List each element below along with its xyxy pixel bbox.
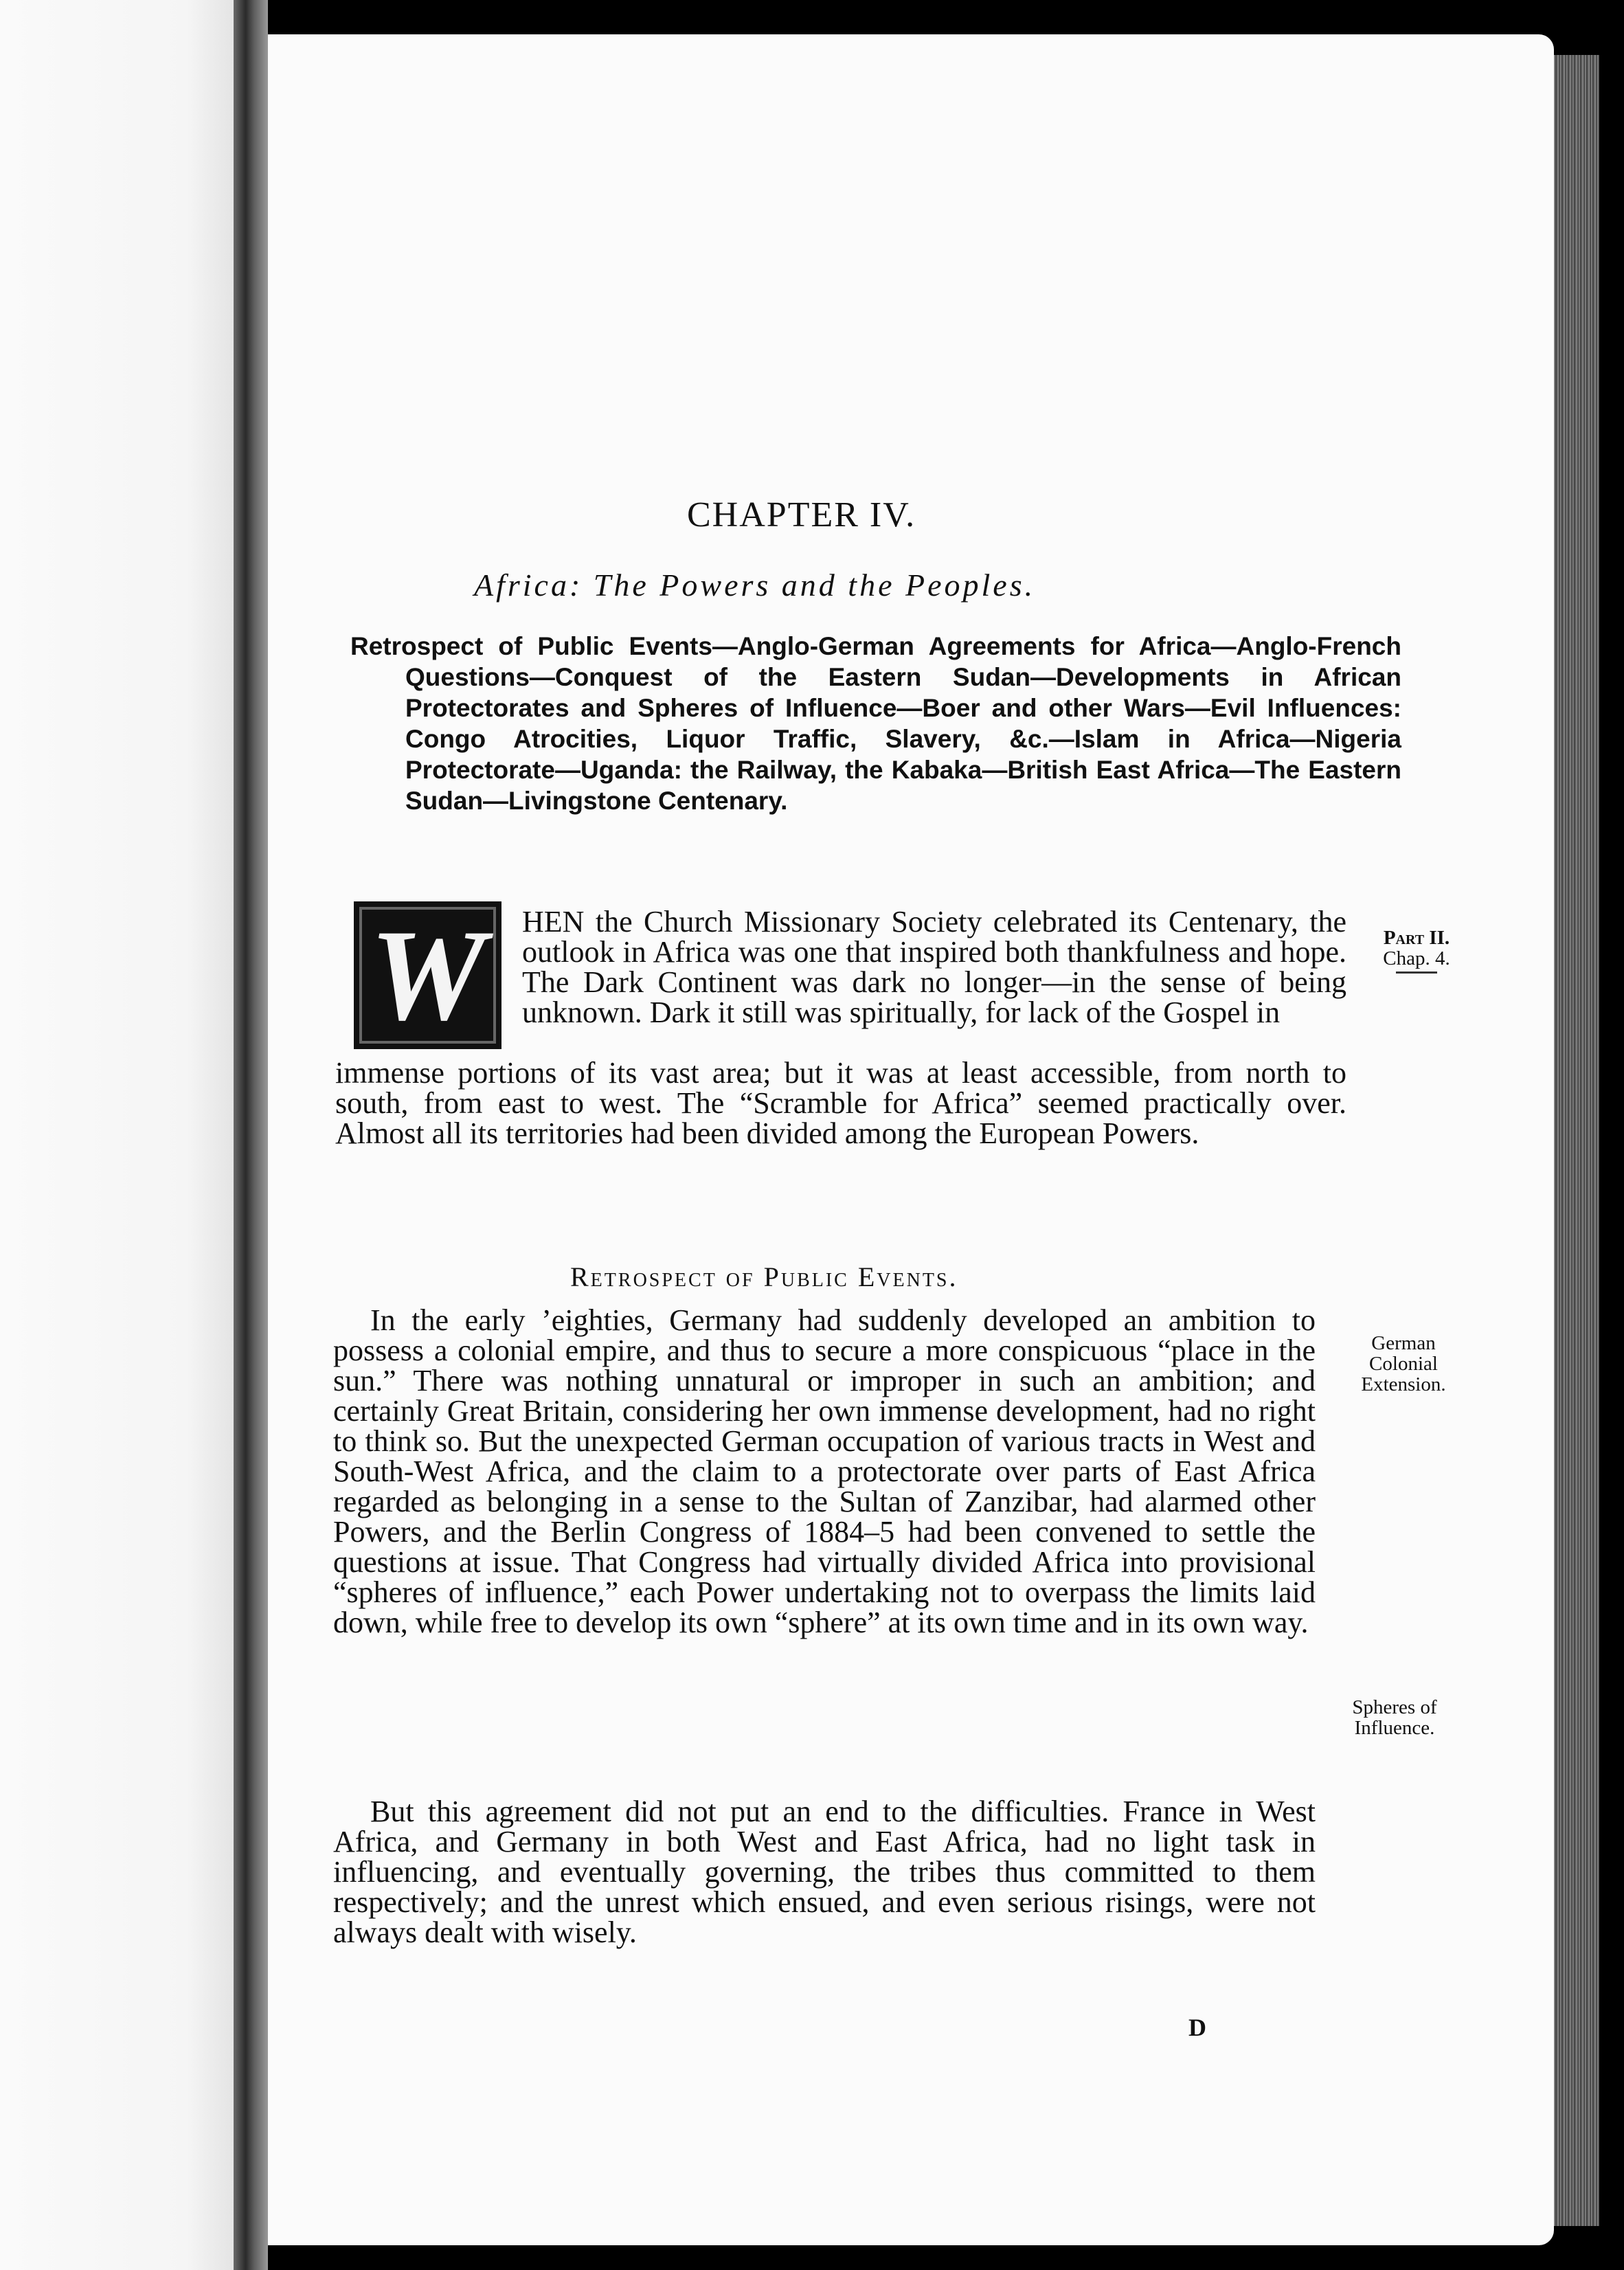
- page-edges: [1554, 55, 1599, 2226]
- margin-rule: [1396, 971, 1437, 974]
- margin-note-line: Part II.: [1383, 927, 1450, 949]
- margin-note-spheres-of-influence: [1319, 1697, 1470, 1738]
- drop-cap-letter: W: [370, 903, 486, 1048]
- margin-note-line: Chap. 4.: [1383, 947, 1450, 969]
- margin-note-part: [1348, 928, 1485, 974]
- chapter-synopsis: Retrospect of Public Events—Anglo-German Agreements for Africa—Anglo-French Questions—Conquest of the Eastern Sudan—Developments in African Protectorates and Spheres of Influence—Boer and other Wars—Evil Influences: Congo Atrocities, Liquor Traffic, Slavery, &c.—Islam in Africa—Nigeria Protectorate—Uganda: the Railway, the Kabaka—British East Africa—The Eastern Sudan—Livingstone Centenary.: [350, 632, 1401, 815]
- intro-paragraph-rest: immense portions of its vast area; but it was at least accessible, from north to south, from east to west. The “Scramble for Africa” seemed practically over. Almost all its territories had been divided among the European Powers.: [335, 1056, 1346, 1150]
- drop-cap-initial: [354, 901, 501, 1049]
- chapter-subtitle: Africa: The Powers and the Peoples.: [474, 568, 1036, 603]
- body-paragraph: In the early ’eighties, Germany had suddenly developed an ambition to possess a colonial empire, and thus to secure a more conspicuous “place in the sun.” There was nothing unnatural or improper in such an ambition; and certainly Great Britain, considering her own immense development, had no right to think so. But the unexpected German occupation of various tracts in West and South-West Africa, and the claim to a protectorate over parts of East Africa regarded as belonging in a sense to the Sultan of Zanzibar, had alarmed other Powers, and the Berlin Congress of 1884–5 had been convened to settle the questions at issue. That Congress had virtually divided Africa into provisional “spheres of influence,” each Power undertaking not to overpass the limits laid down, while free to develop its own “sphere” at its own time and in its own way.: [333, 1303, 1316, 1639]
- chapter-title: CHAPTER IV.: [687, 495, 916, 535]
- margin-note-line: Extension.: [1361, 1373, 1446, 1395]
- intro-paragraph-first: HEN the Church Missionary Society celebrated its Centenary, the outlook in Africa was one that inspired both thankfulness and hope. The Dark Continent was dark no longer—in the sense of being unknown. Dark it still was spiritually, for lack of the Gospel in: [522, 905, 1346, 1029]
- body-paragraph: But this agreement did not put an end to the difficulties. France in West Africa, and Germany in both West and East Africa, had no light task in influencing, and eventually governing, the tribes thus committed to them respectively; and the unrest which ensued, and even serious risings, were not always dealt with wisely.: [333, 1795, 1316, 1949]
- book-gutter: [234, 0, 268, 2270]
- margin-note-line: Colonial: [1369, 1353, 1438, 1375]
- section-heading: Retrospect of Public Events.: [570, 1261, 958, 1292]
- printer-signature-mark: D: [1188, 2014, 1206, 2041]
- margin-note-german-colonial-extension: [1331, 1333, 1476, 1395]
- facing-page: [0, 0, 234, 2270]
- margin-note-line: German: [1371, 1332, 1436, 1354]
- margin-note-line: Spheres of: [1352, 1696, 1437, 1718]
- margin-note-line: Influence.: [1354, 1717, 1435, 1739]
